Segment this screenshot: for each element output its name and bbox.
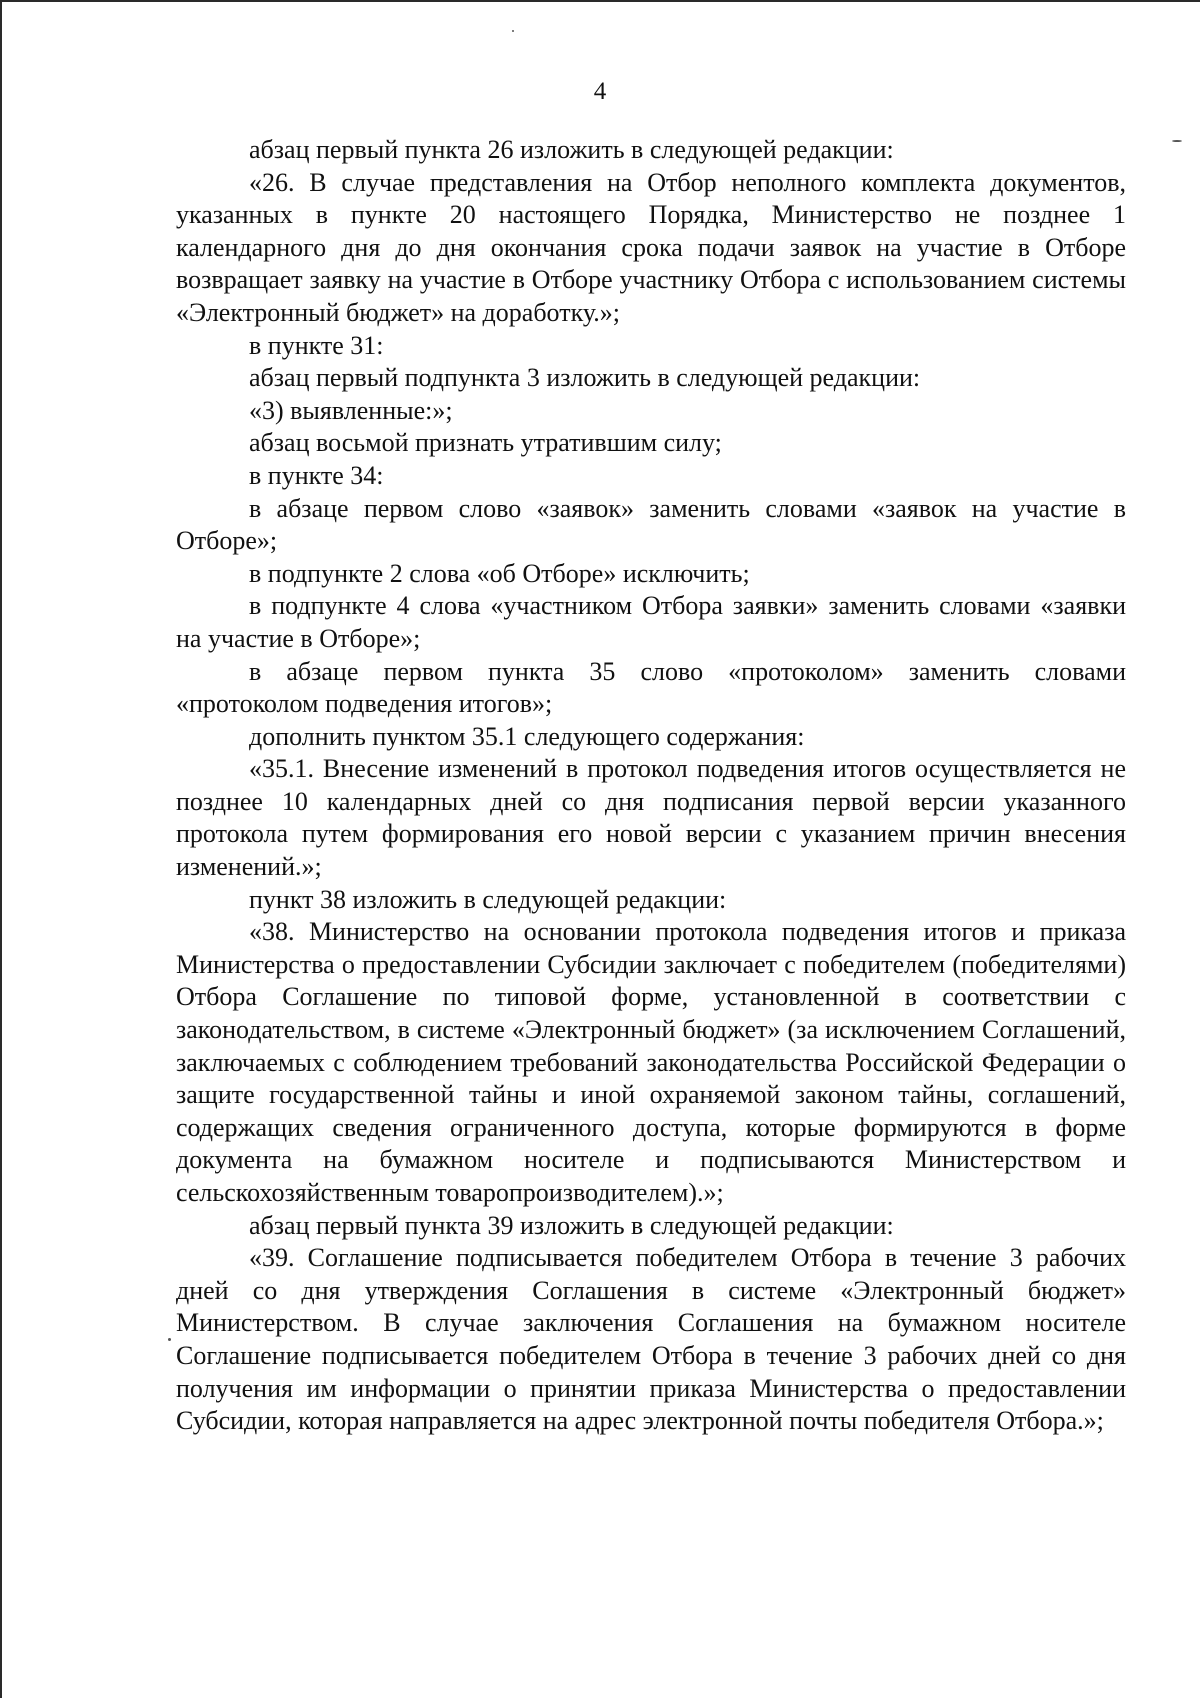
paragraph: в подпункте 2 слова «об Отборе» исключить;: [249, 558, 750, 588]
paragraph: в абзаце первом пункта 35 слово «протоколом» заменить словами «протоколом подведения итогов»;: [176, 656, 1126, 719]
paragraph: пункт 38 изложить в следующей редакции:: [249, 884, 727, 914]
paragraph: абзац первый подпункта 3 изложить в следующей редакции:: [249, 363, 921, 393]
paragraph: абзац первый пункта 26 изложить в следующей редакции:: [249, 135, 894, 164]
scan-edge-left: [0, 0, 2, 1698]
scan-speck: [512, 30, 514, 32]
paragraph: в пункте 34:: [249, 460, 384, 490]
paragraph: в подпункте 4 слова «участником Отбора заявки» заменить словами «заявки на участие в Отборе»;: [176, 591, 1126, 653]
paragraph: абзац первый пункта 39 изложить в следующей редакции:: [249, 1210, 894, 1240]
paragraph: «26. В случае представления на Отбор неполного комплекта документов, указанных в пункте 20 настоящего Порядка, Министерство не позднее 1 календарного дня до дня окончания срока подачи заявок на участие в Отборе возвращает заявку на участие в Отборе участнику Отбора с использованием системы «Электронный бюджет» на доработку.»;: [176, 167, 1126, 327]
paragraph: в абзаце первом слово «заявок» заменить словами «заявок на участие в Отборе»;: [176, 493, 1126, 556]
paragraph: абзац восьмой признать утратившим силу;: [249, 428, 722, 458]
page-number: 4: [593, 78, 607, 105]
paragraph: «3) выявленные:»;: [249, 395, 453, 425]
scan-speck: [1172, 140, 1182, 142]
paragraph: дополнить пунктом 35.1 следующего содержания:: [249, 721, 805, 751]
scan-speck: [168, 1338, 171, 1341]
paragraph: «39. Соглашение подписывается победителем Отбора в течение 3 рабочих дней со дня утверждения Соглашения в системе «Электронный бюджет» Министерством. В случае заключения Соглашения на бумажном носителе Соглашение подписывается победителем Отбора в течение 3 рабочих дней со дня получения им информации о принятии приказа Министерства о предоставлении Субсидии, которая направляется на адрес электронной почты победителя Отбора.»;: [176, 1243, 1126, 1436]
scan-edge-top: [0, 0, 1200, 2]
paragraph: «38. Министерство на основании протокола подведения итогов и приказа Министерства о предоставлении Субсидии заключает с победителем (победителями) Отбора Соглашение по типовой форме, установленной в соответствии с законодательством, в системе «Электронный бюджет» (за исключением Соглашений, заключаемых с соблюдением требований законодательства Российской Федерации о защите государственной тайны и иной охраняемой законом тайны, соглашений, содержащих сведения ограниченного доступа, которые формируются в форме документа на бумажном носителе и подписываются Министерством и сельскохозяйственным товаропроизводителем).»;: [176, 917, 1126, 1207]
paragraph: «35.1. Внесение изменений в протокол подведения итогов осуществляется не позднее 10 календарных дней со дня подписания первой версии указанного протокола путем формирования его новой версии с указанием причин внесения изменений.»;: [176, 754, 1126, 882]
document-body: [176, 134, 1126, 1438]
paragraph: в пункте 31:: [249, 330, 384, 360]
